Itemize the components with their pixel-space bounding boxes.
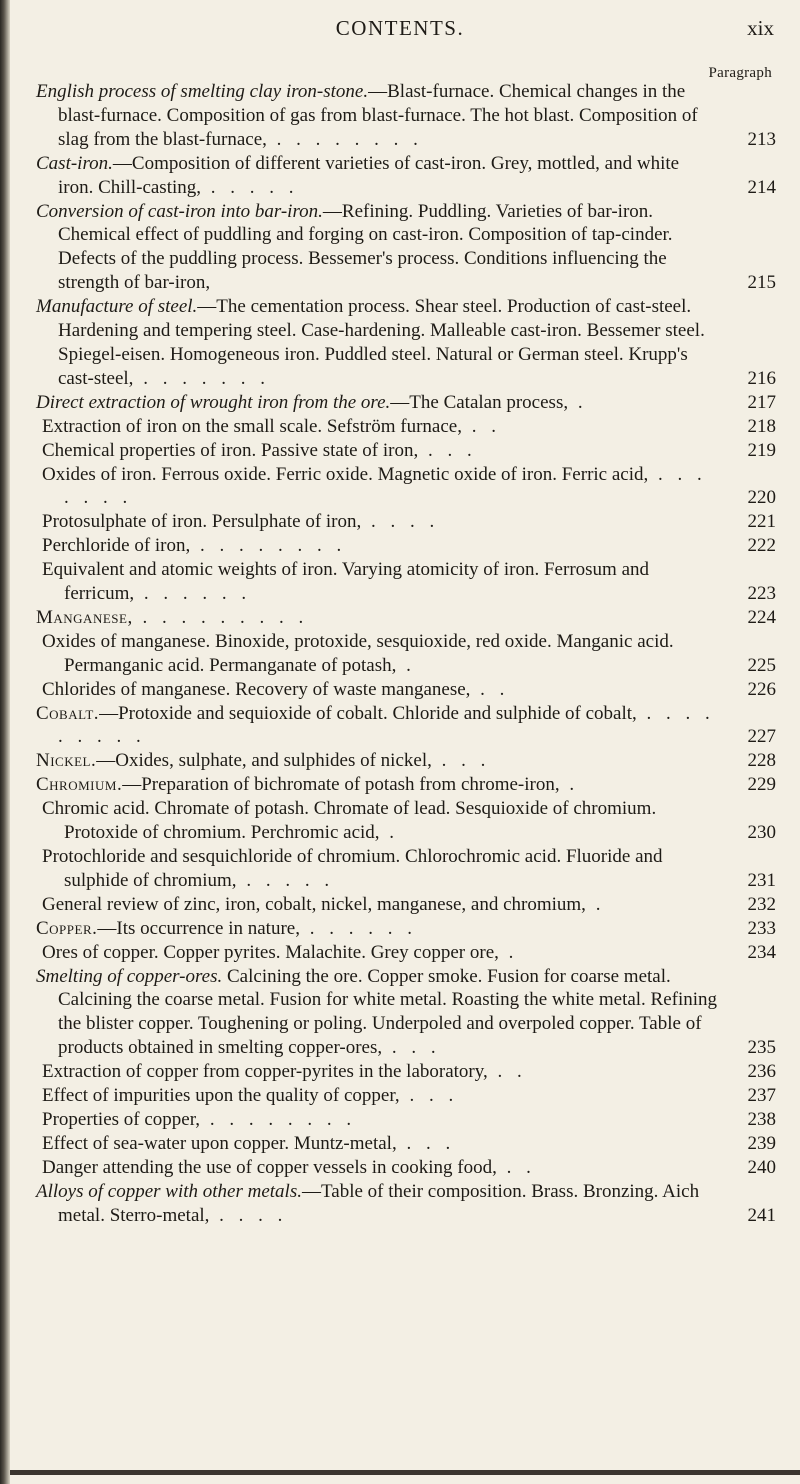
leader-dots: . . . [382,1037,441,1059]
entry-text [36,392,588,413]
leader-dots: . . . [431,750,491,772]
entry-description: Danger attending the use of copper vessels in cooking food, [42,1156,497,1178]
entry-description: Extraction of iron on the small scale. Sefström furnace, [42,415,462,437]
entry-description: Oxides of manganese. Binoxide, protoxide, sesquioxide, red oxide. Manganic acid. Permanganic acid. Permanganate of potash, [42,630,674,676]
leader-dots: . . . . . [201,176,299,198]
entry-description: —Its occurrence in nature, [97,917,300,939]
contents-entry [0,80,800,152]
entry-description: Extraction of copper from copper-pyrites in the laboratory, [42,1061,488,1083]
entry-description: —Protoxide and sequioxide of cobalt. Chloride and sulphide of cobalt, [99,702,637,724]
entry-text [42,942,518,963]
entry-text [42,559,649,604]
entry-text [42,798,656,843]
contents-entry [0,415,800,439]
entry-heading: English process of smelting clay iron-stone. [36,81,369,102]
contents-entry [0,152,800,200]
entry-text [42,679,509,700]
entry-text [42,1109,356,1130]
paragraph-number: 236 [747,1061,776,1083]
entry-text [36,153,679,198]
contents-entry [0,797,800,845]
paragraph-number: 226 [747,678,776,700]
paragraph-number: 238 [747,1108,776,1130]
entry-description: —Blast-furnace. Chemical changes in the blast-furnace. Composition of gas from blast-furnace. The hot blast. Composition of slag from the blast-furnace, [58,81,698,150]
leader-dots: . . [487,1061,527,1083]
paragraph-number: 216 [747,367,776,389]
paragraph-number: 220 [747,487,776,509]
entry-description: Effect of sea-water upon copper. Muntz-metal, [42,1132,397,1154]
contents-entry [0,630,800,678]
paragraph-number: 230 [747,822,776,844]
running-title: CONTENTS. [335,16,465,40]
entry-text [36,81,698,150]
entry-text [42,894,605,915]
leader-dots: . . . . . . . . . [58,702,715,748]
entry-description: Ores of copper. Copper pyrites. Malachite. Grey copper ore, [42,941,499,963]
entry-text [42,1061,527,1082]
paragraph-number: 218 [747,415,776,437]
paragraph-number: 221 [747,511,776,533]
entry-description: Chromic acid. Chromate of potash. Chromate of lead. Sesquioxide of chromium. Protoxide of chromium. Perchromic acid, [42,798,657,844]
leader-dots: . . [461,415,501,437]
entry-description: —The cementation process. Shear steel. Production of cast-steel. Hardening and tempering steel. Case-hardening. Malleable cast-iron. Bessemer steel. Spiegel-eisen. Homogeneous iron. Puddled steel. Natural or German steel. Krupp's cast-steel, [58,296,705,389]
page-bottom-edge [10,1470,800,1475]
entry-description: Equivalent and atomic weights of iron. Varying atomicity of iron. Ferrosum and ferricum, [42,559,649,605]
paragraph-number: 232 [747,893,776,915]
paragraph-number: 231 [747,869,776,891]
contents-entry [0,1156,800,1180]
entry-text [36,966,717,1059]
paragraph-number: 213 [747,128,776,150]
paragraph-number: 228 [747,750,776,772]
paragraph-number: 235 [747,1037,776,1059]
entry-heading: Manganese, [36,606,133,628]
paragraph-column-label: Paragraph [708,65,772,81]
paragraph-number: 223 [747,583,776,605]
entry-text [36,703,715,748]
contents-entry [0,678,800,702]
entry-description: Chlorides of manganese. Recovery of waste manganese, [42,678,471,700]
page-header [0,10,800,52]
leader-dots: . . . . . [236,869,335,891]
paragraph-number: 227 [747,726,776,748]
entry-text [36,201,673,294]
entry-description: Effect of impurities upon the quality of copper, [42,1085,400,1107]
entry-text [42,1157,536,1178]
entry-text [42,846,663,891]
entry-heading: Chromium. [36,774,123,796]
entry-description: —Composition of different varieties of cast-iron. Grey, mottled, and white iron. Chill-casting, [58,152,680,198]
leader-dots: . . . . . . [134,583,252,605]
leader-dots: . [379,822,400,844]
paragraph-number: 225 [747,654,776,676]
entry-description: General review of zinc, iron, cobalt, nickel, manganese, and chromium, [42,893,586,915]
entry-description: Oxides of iron. Ferrous oxide. Ferric oxide. Magnetic oxide of iron. Ferric acid, [42,463,649,485]
paragraph-number: 214 [747,176,776,198]
entry-text [42,1133,455,1154]
contents-entry [0,606,800,630]
entry-description: Protochloride and sesquichloride of chromium. Chlorochromic acid. Fluoride and sulphide of chromium, [42,846,663,891]
contents-entry [0,439,800,463]
leader-dots: . . . . [209,1204,288,1226]
contents-entry [0,1132,800,1156]
leader-dots: . . . . [361,511,440,533]
entry-heading: Nickel. [36,750,97,772]
contents-entry [0,295,800,391]
entry-heading: Cast-iron. [36,152,113,174]
paragraph-number: 217 [747,391,776,413]
entry-description: —The Catalan process, [390,391,569,413]
contents-entry [0,1180,800,1228]
paragraph-number: 234 [747,941,776,963]
leader-dots: . [559,774,580,796]
paragraph-number: 240 [747,1156,776,1178]
paragraph-number: 233 [747,917,776,939]
contents-entry [0,463,800,511]
entry-heading: Alloys of copper with other metals. [36,1180,302,1202]
contents-entry [0,1084,800,1108]
leader-dots: . [396,654,416,676]
entry-description: —Refining. Puddling. Varieties of bar-iron. Chemical effect of puddling and forging on cast-iron. Composition of tap-cinder. Defects of the puddling process. Bessemer's process. Conditions influencing the strength of bar-iron, [58,200,673,294]
entry-heading: Manufacture of steel. [36,296,198,318]
paragraph-number: 219 [747,439,776,461]
leader-dots: . . . . . . . . [190,535,347,557]
leader-dots: . . . . . . [299,917,417,939]
contents-entry [0,917,800,941]
entry-description: Calcining the ore. Copper smoke. Fusion for coarse metal. Calcining the coarse metal. Fusion for white metal. Roasting the white metal. Refining the blister copper. Toughening or poling. Underpoled and overpoled copper. Table of products obtained in smelting copper-ores, [58,965,718,1059]
leader-dots: . . . . . . . . [200,1108,357,1130]
contents-entry [0,558,800,606]
contents-entry [0,845,800,893]
contents-entry [0,1060,800,1084]
contents-entry [0,965,800,1061]
contents-entry [0,941,800,965]
contents-entry [0,749,800,773]
leader-dots: . . [470,678,510,700]
entry-text [36,750,490,771]
leader-dots: . . . . . . . . [266,128,423,150]
paragraph-number: 229 [747,774,776,796]
entry-heading: Copper. [36,917,98,939]
paragraph-number: 237 [747,1085,776,1107]
leader-dots: . . . [396,1132,456,1154]
leader-dots: . . . . . . . . . [132,606,309,628]
leader-dots: . [568,391,588,413]
paragraph-number: 224 [747,606,776,628]
entry-text [36,774,579,795]
entry-text [42,631,674,676]
entry-description: Perchloride of iron, [42,535,191,557]
page-number: xix [747,16,774,40]
paragraph-number: 241 [747,1204,776,1226]
entry-text [36,607,308,628]
paragraph-number: 222 [747,535,776,557]
paragraph-number: 239 [747,1132,776,1154]
entry-heading: Cobalt. [36,702,100,724]
contents-entry [0,510,800,534]
contents-entry [0,773,800,797]
entry-text [36,296,705,389]
leader-dots: . [585,893,606,915]
entry-text [36,918,417,939]
contents-entry [0,534,800,558]
entry-text [36,1181,699,1226]
leader-dots: . [498,941,519,963]
contents-entry [0,200,800,296]
entry-text [42,464,707,509]
entry-text [42,535,346,556]
leader-dots: . . . [399,1085,459,1107]
contents-entry [0,893,800,917]
leader-dots: . . . . . . . [64,463,707,509]
entry-heading: Direct extraction of wrought iron from the ore. [36,391,391,413]
entry-heading: Conversion of cast-iron into bar-iron. [36,200,323,222]
entry-text [42,440,477,461]
entry-description: Protosulphate of iron. Persulphate of iron, [42,511,362,533]
entry-text [42,511,439,532]
leader-dots: . . . [418,439,477,461]
entry-description: —Table of their composition. Brass. Bronzing. Aich metal. Sterro-metal, [58,1180,700,1226]
entry-description: —Oxides, sulphate, and sulphides of nickel, [96,750,432,772]
paragraph-number: 215 [747,272,776,294]
contents-list [0,80,800,1228]
entry-description: —Preparation of bichromate of potash from chrome-iron, [122,774,560,796]
contents-entry [0,1108,800,1132]
entry-text [42,416,501,437]
contents-entry [0,702,800,750]
entry-description: Chemical properties of iron. Passive state of iron, [42,439,419,461]
contents-entry [0,391,800,415]
entry-text [42,1085,458,1106]
entry-heading: Smelting of copper-ores. [36,965,223,987]
leader-dots: . . . . . . . [133,367,270,389]
leader-dots: . . [496,1156,536,1178]
entry-description: Properties of copper, [42,1108,201,1130]
